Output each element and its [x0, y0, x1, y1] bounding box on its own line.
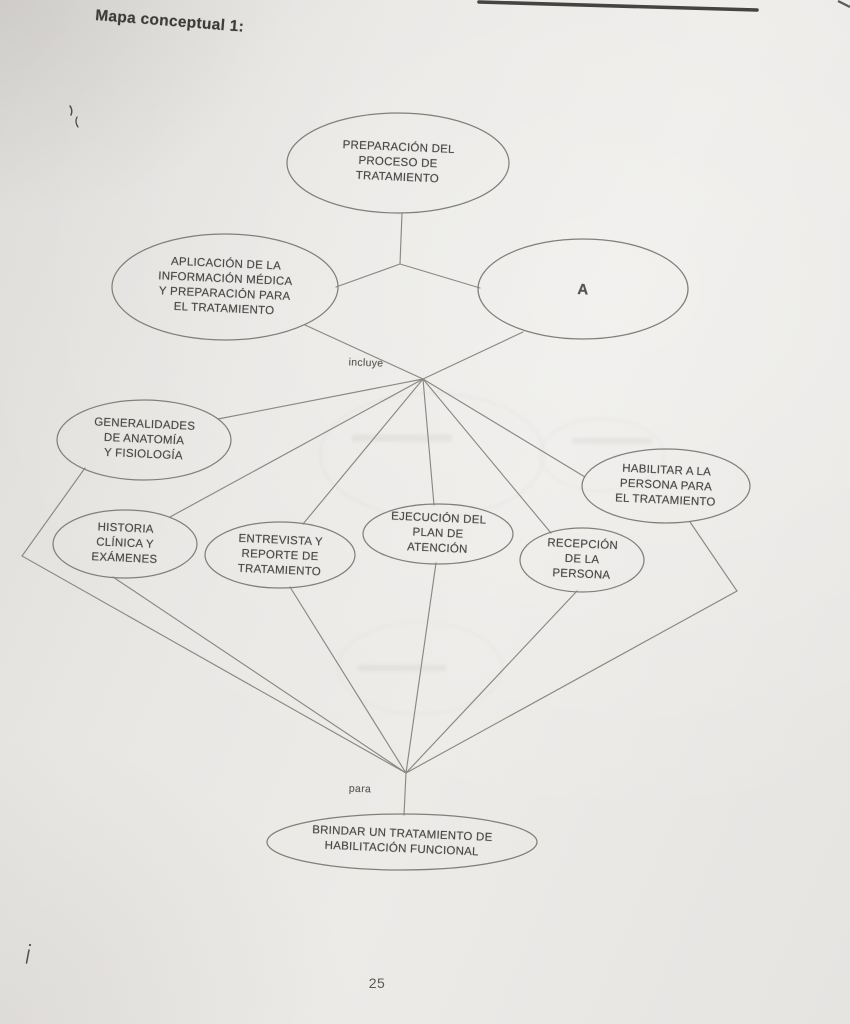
edge-junction-aplicacion	[336, 264, 400, 287]
stray-mark-left-top	[70, 106, 72, 115]
node-label-habilitar: HABILITAR A LA PERSONA PARA EL TRATAMIENTO	[614, 462, 716, 509]
edge-a-incluye	[423, 332, 523, 379]
edge-junction-a	[400, 264, 480, 288]
edge-historia-para	[113, 577, 406, 773]
edge-aplicacion-incluye	[305, 325, 423, 379]
edge-preparacion-junction	[400, 213, 402, 264]
node-label-generalidades: GENERALIDADES DE ANATOMÍA Y FISIOLOGÍA	[93, 416, 196, 463]
node-label-recepcion: RECEPCIÓN DE LA PERSONA	[547, 537, 619, 582]
node-label-entrevista: ENTREVISTA Y REPORTE DE TRATAMIENTO	[237, 532, 324, 579]
edge-incluye-entrevista	[303, 379, 423, 524]
edge-entrevista-para	[290, 587, 406, 773]
stray-mark-bottom-left	[27, 950, 30, 963]
edge-label-incluye: incluye	[348, 356, 384, 370]
page-title: Mapa conceptual 1:	[94, 7, 245, 36]
node-label-brindar: BRINDAR UN TRATAMIENTO DE HABILITACIÓN FUNCIONAL	[311, 824, 493, 859]
stray-mark-left-top2	[76, 117, 78, 127]
scan-edge-bar	[479, 2, 757, 10]
edge-incluye-generalidades	[218, 379, 423, 419]
edge-para-brindar	[404, 773, 406, 815]
edge-incluye-ejecucion	[423, 379, 434, 505]
edge-recepcion-para	[406, 591, 577, 773]
node-label-a: A	[577, 281, 589, 299]
node-label-aplicacion: APLICACIÓN DE LA INFORMACIÓN MÉDICA Y PREPARACIÓN PARA EL TRATAMIENTO	[158, 255, 293, 318]
scan-corner-mark	[838, 1, 850, 7]
edge-generalidades-para	[22, 468, 406, 773]
node-label-historia: HISTORIA CLÍNICA Y EXÁMENES	[91, 521, 158, 566]
stray-dot-bottom-left	[29, 944, 31, 946]
page-number: 25	[368, 975, 386, 991]
node-label-preparacion: PREPARACIÓN DEL PROCESO DE TRATAMIENTO	[342, 139, 455, 186]
edge-label-para: para	[348, 782, 372, 796]
node-label-ejecucion: EJECUCIÓN DEL PLAN DE ATENCIÓN	[390, 510, 487, 556]
